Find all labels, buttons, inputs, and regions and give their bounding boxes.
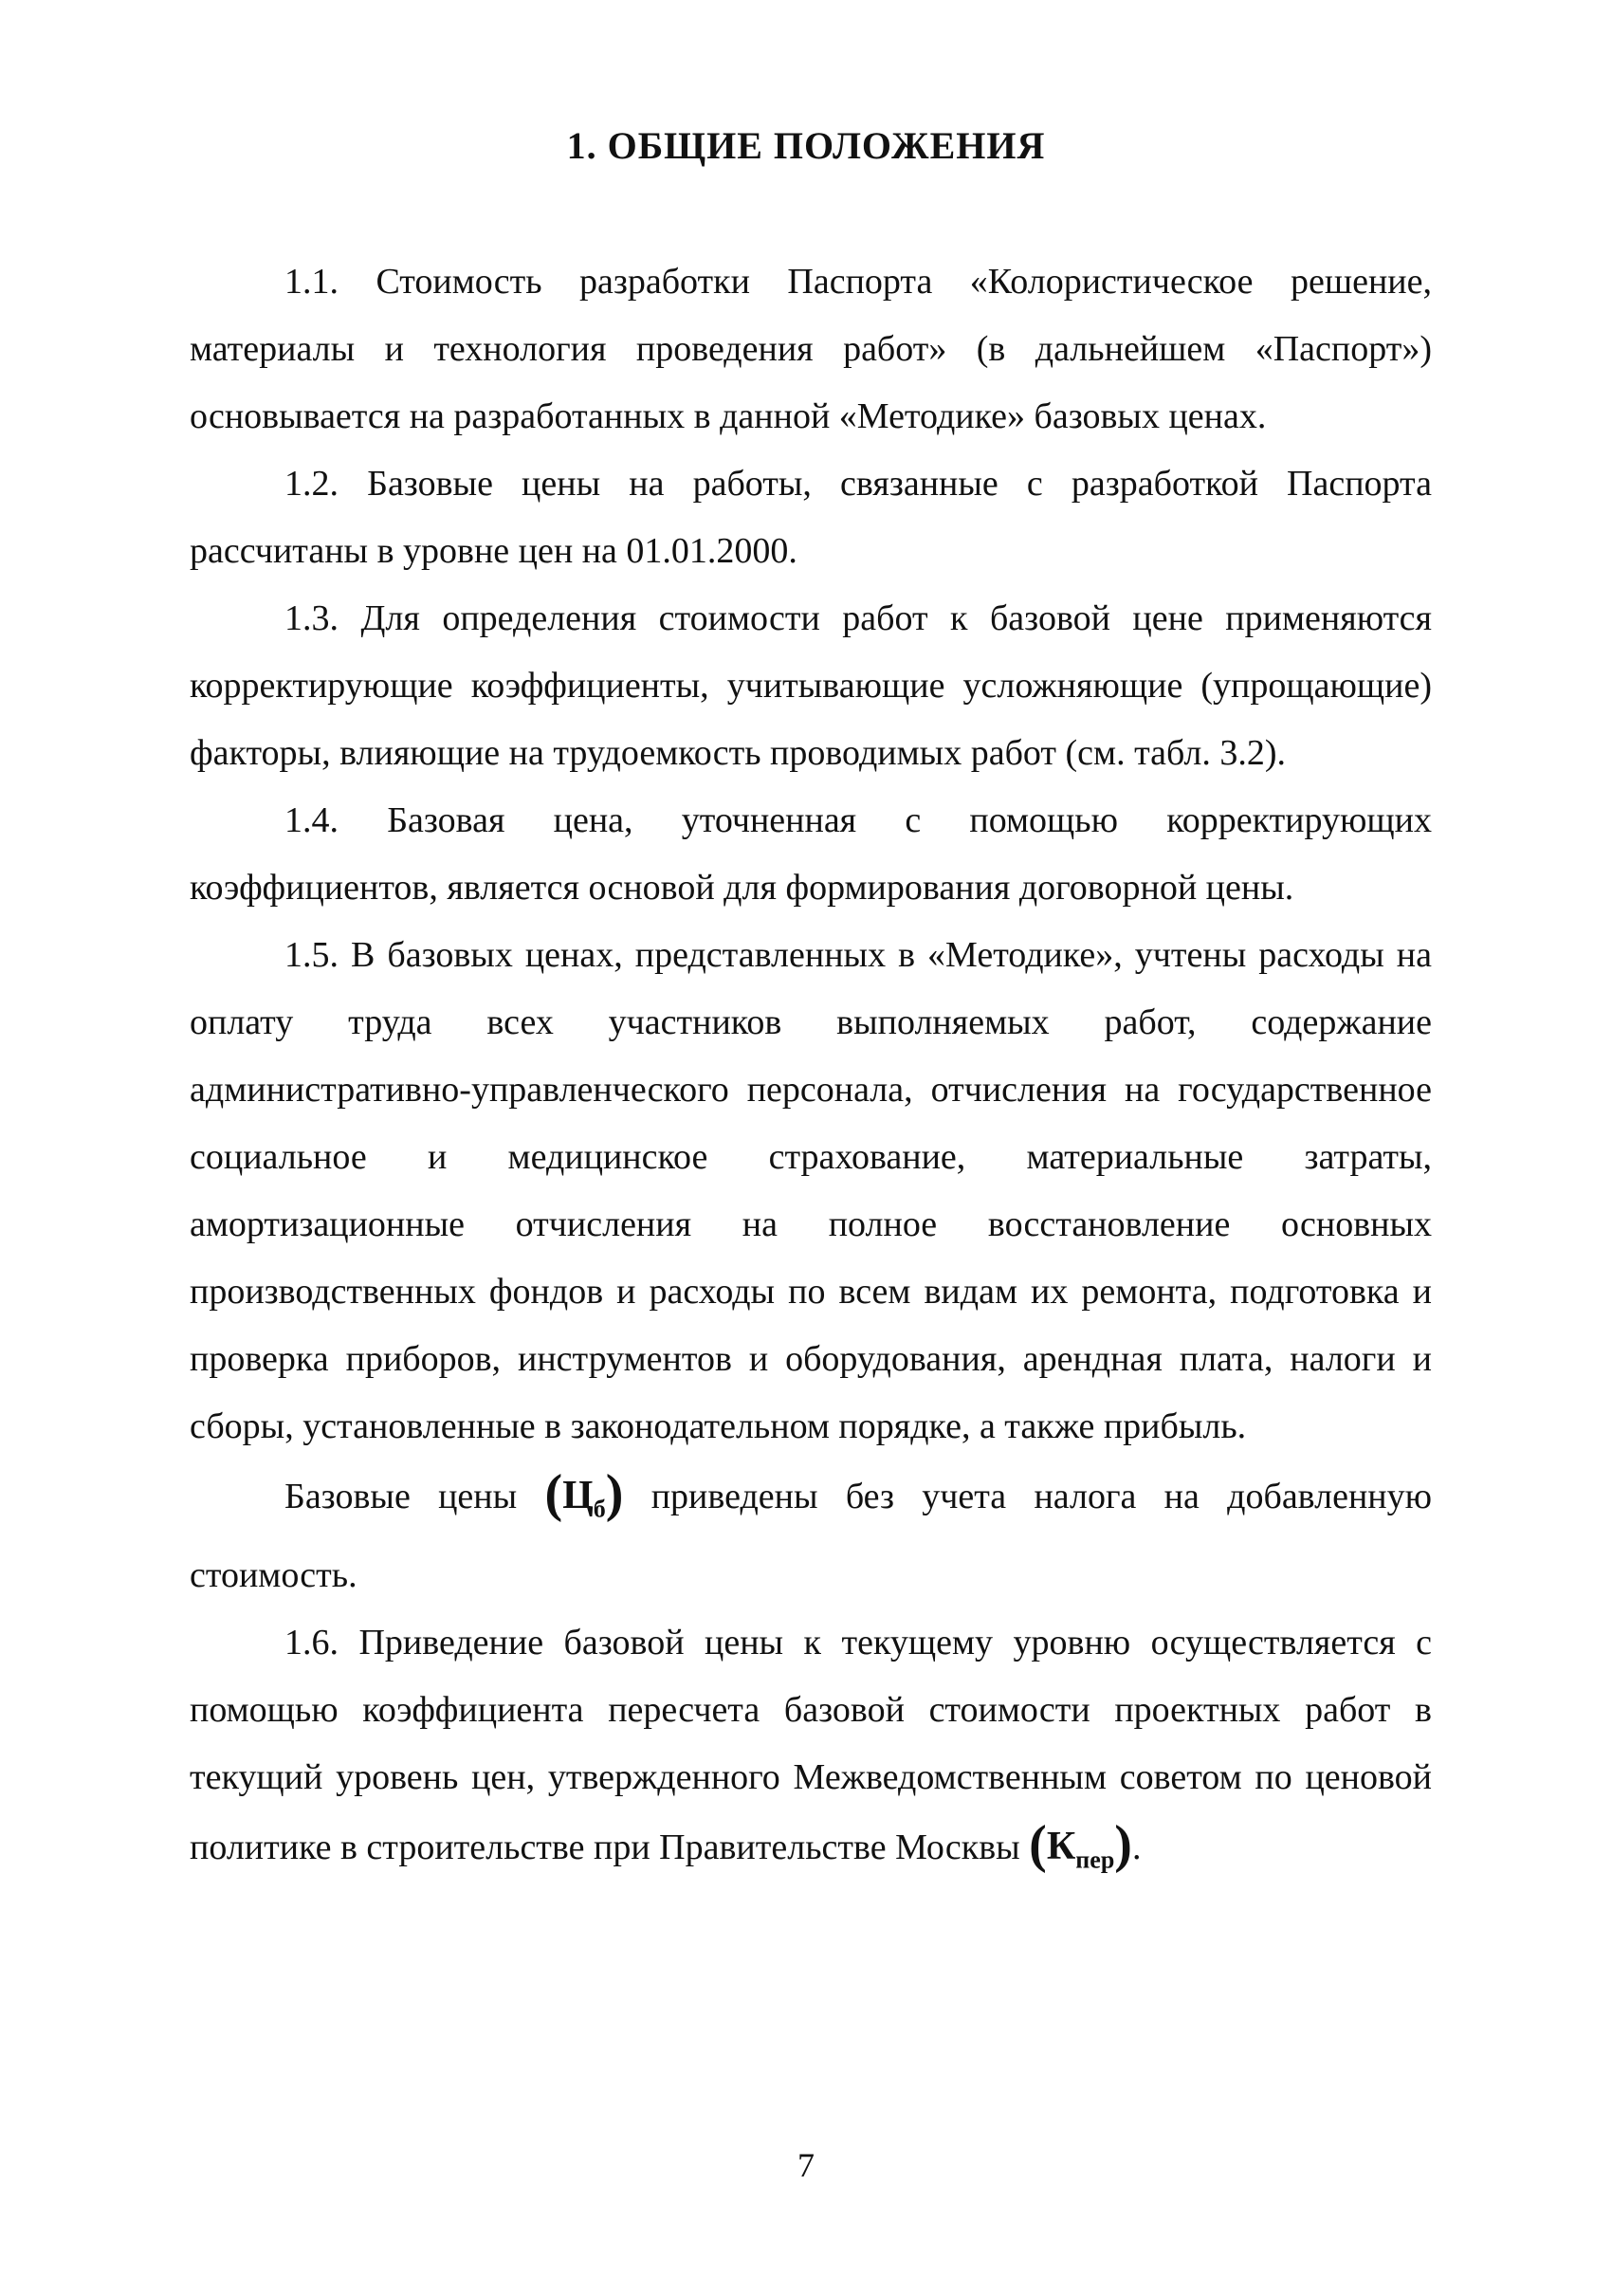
paragraph-1-1 [190,248,1432,450]
paragraph-text-after: приведены без учета налога на добавленную стоимость. [190,1477,1433,1596]
paragraph-1-4 [190,787,1432,922]
formula-symbol: Ц [562,1474,594,1517]
paragraph-text-before: Базовые цены [284,1477,518,1516]
section-body [190,248,1432,1894]
formula-symbol: К [1046,1825,1076,1869]
paragraph-text: Для определения стоимости работ к базовой цене применяются корректирующие коэффициенты, учитывающие усложняющие (упрощающие) факторы, влияющие на трудоемкость проводимых работ (см. табл. 3.2). [190,598,1433,773]
paragraph-text: Стоимость разработки Паспорта «Колористическое решение, материалы и технология проведения работ» (в дальнейшем «Паспорт») основывается на разработанных в данной «Методике» базовых ценах. [190,262,1432,436]
paragraph-1-3 [190,585,1432,787]
paragraph-text: Базовые цены на работы, связанные с разработкой Паспорта рассчитаны в уровне цен на 01.01.2000. [190,464,1432,571]
conversion-coefficient-formula: $(К_{пер})$ [1029,1815,1132,1875]
base-price-formula: $(Ц_б)$ [544,1464,624,1523]
paragraph-number: 1.3. [284,598,339,638]
paragraph-1-5 [190,922,1432,1460]
paragraph-end: . [1131,1828,1142,1868]
paragraph-text: В базовых ценах, представленных в «Методике», учтены расходы на оплату труда всех участников выполняемых работ, содержание административно-управленческого персонала, отчисления на государственное социальное и медицинское страхование, материальные затраты, амортизационные отчисления на полное восстановление основных производственных фондов и расходы по всем видам их ремонта, подготовка и проверка приборов, инструментов и оборудования, арендная плата, налоги и сборы, установленные в законодательном порядке, а также прибыль. [190,935,1433,1446]
paragraph-number: 1.6. [284,1623,339,1663]
formula-subscript: пер [1075,1846,1115,1874]
paragraph-text: Базовая цена, уточненная с помощью корректирующих коэффициентов, является основой для формирования договорной цены. [190,800,1432,908]
paragraph-1-2 [190,450,1432,585]
paragraph-number: 1.1. [284,262,339,302]
paragraph-1-6 [190,1609,1432,1893]
section-heading: 1. ОБЩИЕ ПОЛОЖЕНИЯ [566,124,1046,167]
paragraph-base-prices [190,1460,1432,1609]
formula-subscript: б [593,1495,606,1523]
paragraph-number: 1.2. [284,464,339,504]
paragraph-number: 1.4. [284,800,339,840]
paragraph-number: 1.5. [284,935,339,975]
page-number: 7 [797,2146,815,2184]
paragraph-text: Приведение базовой цены к текущему уровню осуществляется с помощью коэффициента пересчета базовой стоимости проектных работ в текущий уровень цен, утвержденного Межведомственным советом по ценовой политике в строительстве при Правительстве Москвы [190,1623,1433,1868]
